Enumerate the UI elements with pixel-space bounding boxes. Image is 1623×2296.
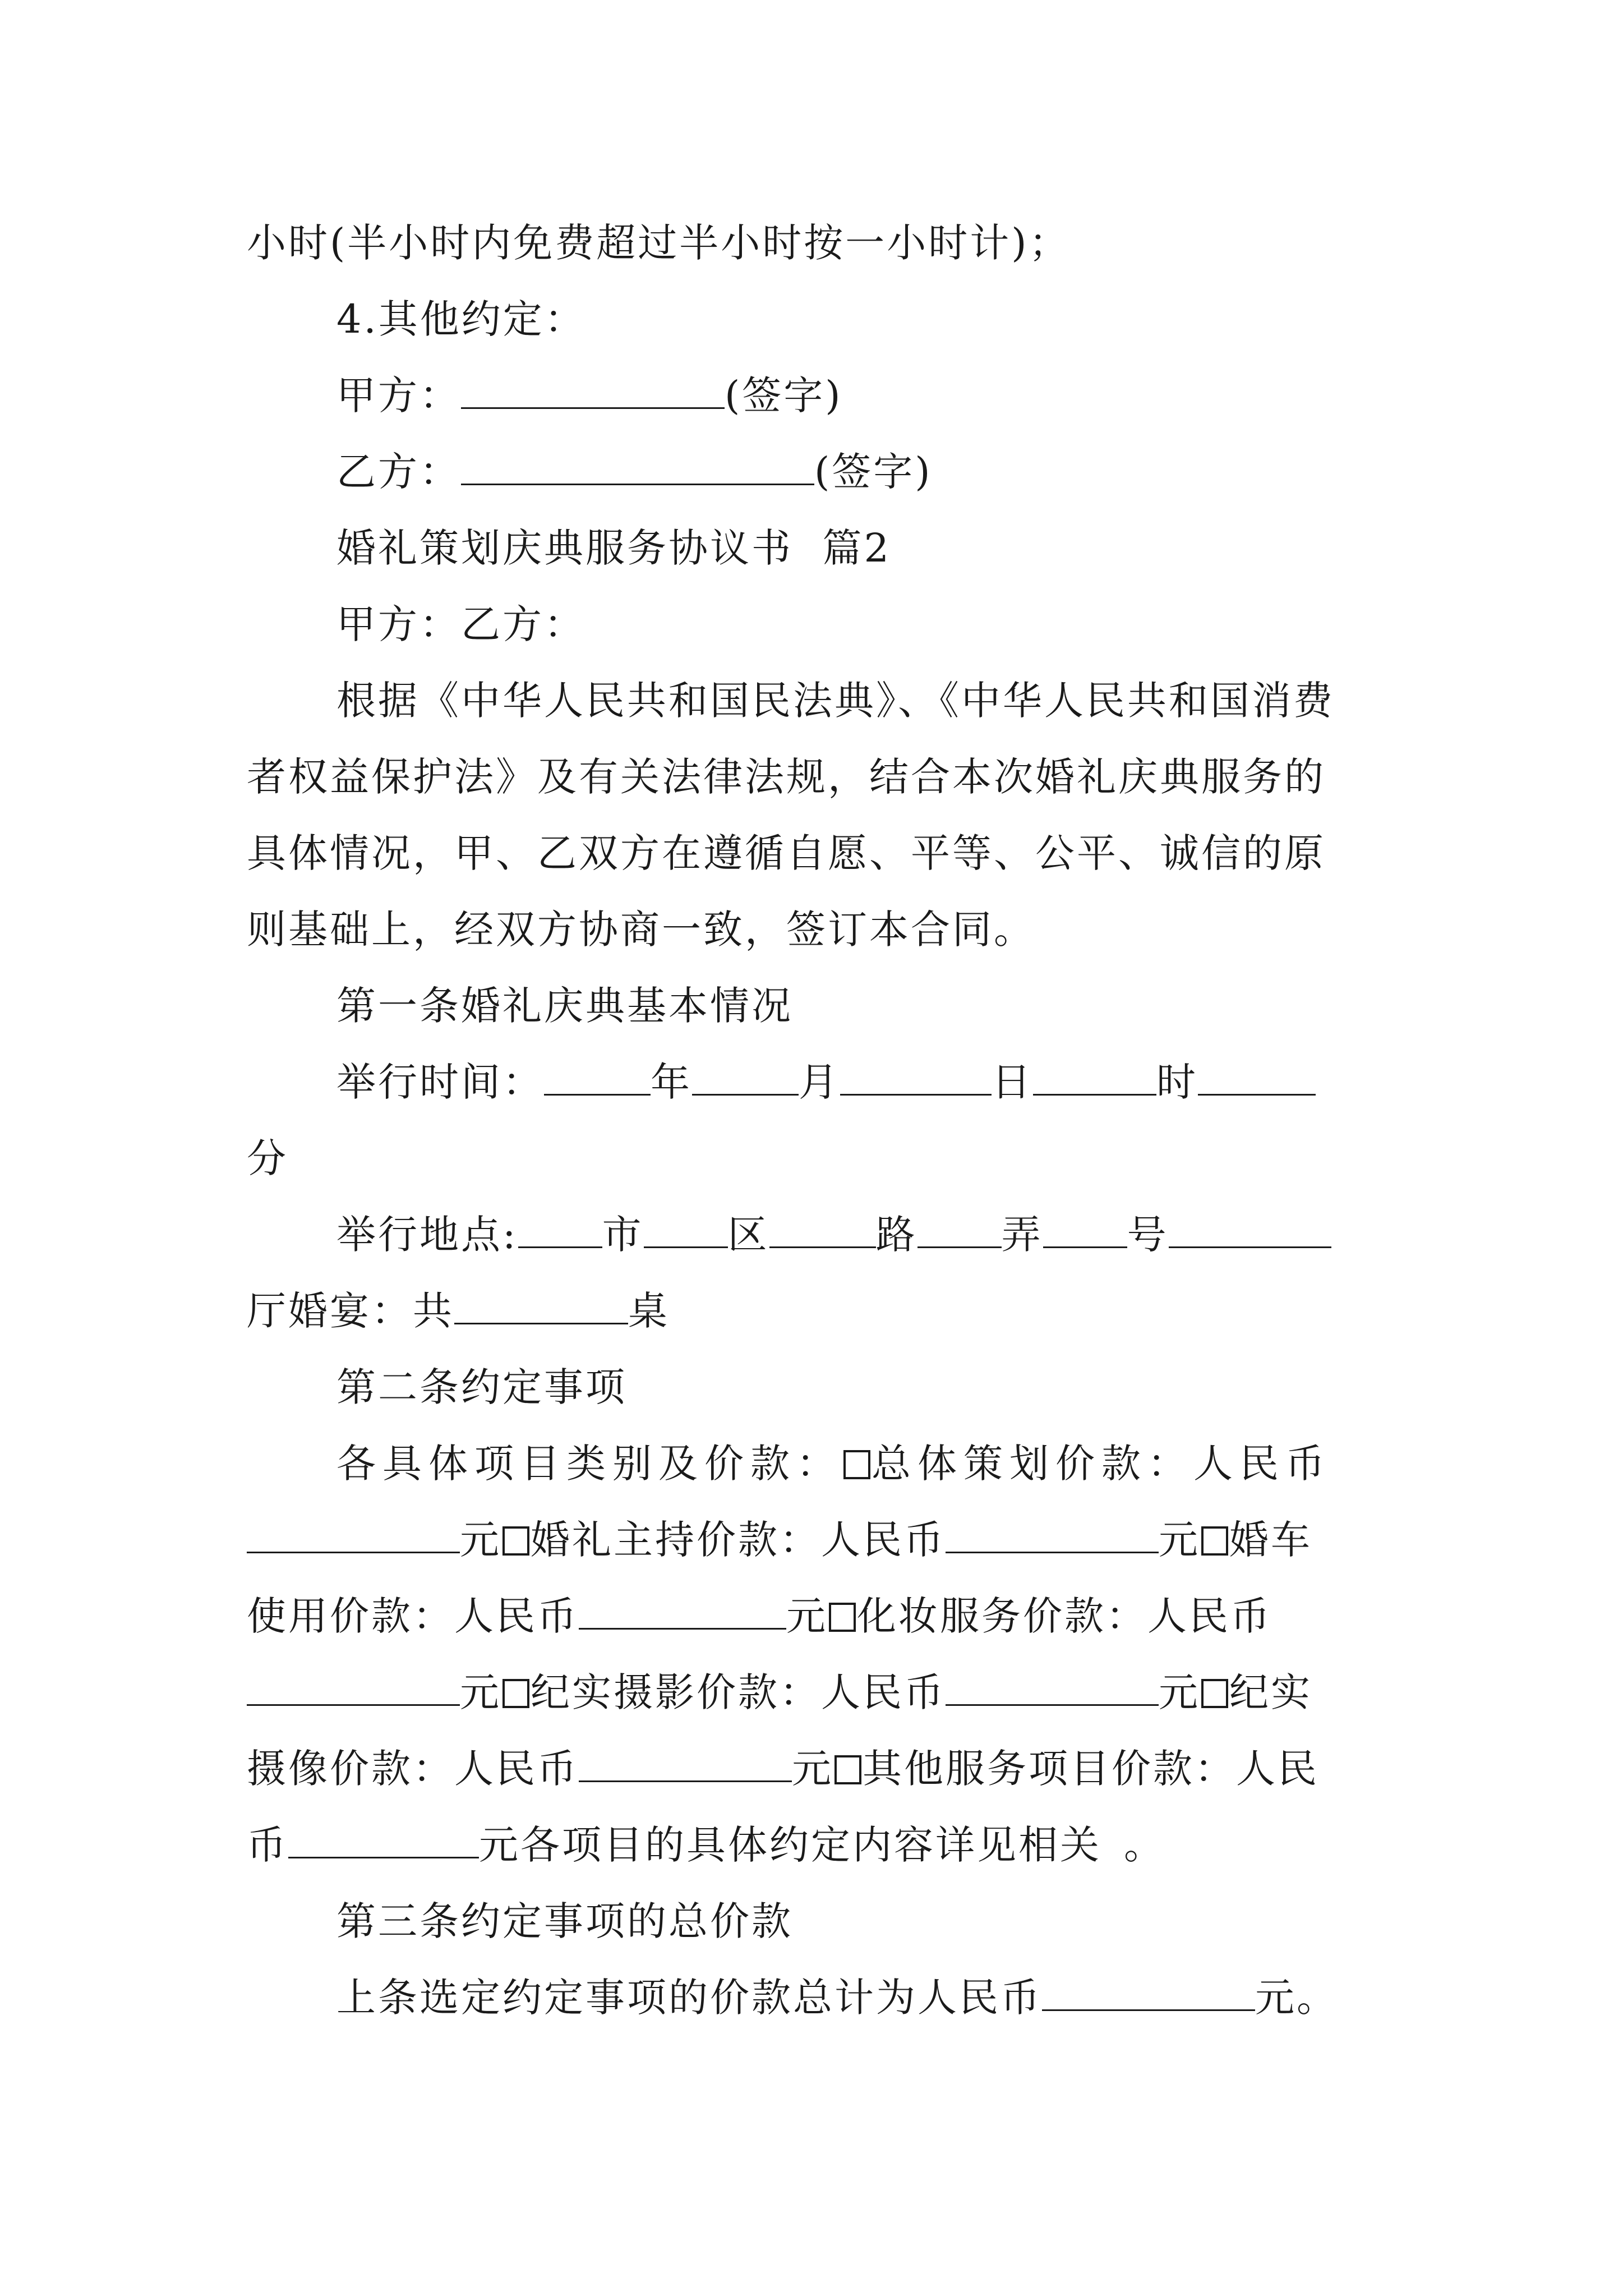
text-line xyxy=(336,294,586,344)
label: 举行时间： xyxy=(336,1059,544,1105)
price-line xyxy=(247,1667,1312,1718)
fill-blank[interactable] xyxy=(454,1289,628,1324)
label: 厅婚宴：共 xyxy=(247,1288,454,1334)
price-line xyxy=(247,1515,1312,1565)
label: 元。 xyxy=(1255,1975,1338,2021)
fill-blank[interactable] xyxy=(461,374,725,409)
text-line xyxy=(336,599,585,650)
fill-blank[interactable] xyxy=(692,1060,799,1096)
price-line xyxy=(336,1438,1331,1489)
label: 时 xyxy=(1156,1059,1198,1105)
label: 婚礼主持价款：人民币 xyxy=(531,1517,946,1563)
label: 元 xyxy=(1159,1669,1200,1715)
text: 第三条约定事项的总价款 xyxy=(336,1898,793,1944)
label: 元 xyxy=(1159,1517,1200,1563)
text: 4.其他约定： xyxy=(336,296,586,342)
total-price-line xyxy=(336,1972,1338,2023)
article-heading xyxy=(336,981,793,1031)
fill-blank[interactable] xyxy=(644,1213,728,1248)
price-line xyxy=(247,1591,1272,1641)
party-b-signature-line xyxy=(336,447,933,497)
label: 弄 xyxy=(1001,1212,1043,1258)
party-a-signature-line xyxy=(336,370,843,421)
fill-blank[interactable] xyxy=(840,1060,992,1096)
label: 币 xyxy=(247,1822,288,1868)
text: 婚礼策划庆典服务协议书 篇2 xyxy=(336,525,892,571)
label: 化妆服务价款：人民币 xyxy=(857,1593,1272,1639)
label: 纪实 xyxy=(1229,1669,1312,1715)
checkbox[interactable] xyxy=(502,1526,529,1556)
fill-blank[interactable] xyxy=(1033,1060,1156,1096)
label: 甲方： xyxy=(336,372,461,418)
fill-blank[interactable] xyxy=(1169,1213,1331,1248)
section-heading xyxy=(336,523,891,573)
checkbox[interactable] xyxy=(1201,1679,1228,1708)
fill-blank[interactable] xyxy=(946,1518,1159,1553)
text-line xyxy=(247,904,1035,955)
fill-blank[interactable] xyxy=(1042,1976,1255,2011)
label: 婚车 xyxy=(1229,1517,1312,1563)
checkbox[interactable] xyxy=(829,1603,856,1632)
label: 总体策划价款：人民币 xyxy=(872,1441,1331,1487)
fill-blank[interactable] xyxy=(518,1213,602,1248)
checkbox[interactable] xyxy=(843,1450,870,1479)
label: 各具体项目类别及价款： xyxy=(336,1441,842,1487)
label: 元 xyxy=(460,1669,501,1715)
fill-blank[interactable] xyxy=(247,1671,460,1706)
label: (签字) xyxy=(725,372,843,418)
label: 区 xyxy=(727,1212,769,1258)
label: 元 xyxy=(460,1517,501,1563)
label: 摄像价款：人民币 xyxy=(247,1746,579,1792)
label: 桌 xyxy=(628,1288,670,1334)
checkbox[interactable] xyxy=(1201,1526,1228,1556)
price-line xyxy=(247,1743,1319,1794)
text-line xyxy=(247,1133,288,1184)
ceremony-location-line xyxy=(336,1209,1331,1260)
text: 甲方：乙方： xyxy=(336,601,585,647)
fill-blank[interactable] xyxy=(288,1823,479,1858)
label: 市 xyxy=(602,1212,644,1258)
label: 举行地点: xyxy=(336,1212,518,1258)
text: 者权益保护法》及有关法律法规，结合本次婚礼庆典服务的 xyxy=(247,754,1326,800)
label: 上条选定约定事项的价款总计为人民币 xyxy=(336,1975,1042,2021)
text: 则基础上，经双方协商一致，签订本合同。 xyxy=(247,907,1035,953)
text: 分 xyxy=(247,1135,288,1181)
text: 根据《中华人民共和国民法典》、《中华人民共和国消费 xyxy=(336,678,1335,724)
label: 号 xyxy=(1127,1212,1169,1258)
fill-blank[interactable] xyxy=(247,1518,460,1553)
banquet-tables-line xyxy=(247,1286,670,1336)
label: 元 xyxy=(786,1593,828,1639)
fill-blank[interactable] xyxy=(917,1213,1002,1248)
label: (签字) xyxy=(814,449,933,495)
label: 纪实摄影价款：人民币 xyxy=(531,1669,946,1715)
text: 小时(半小时内免费超过半小时按一小时计)； xyxy=(247,220,1071,266)
fill-blank[interactable] xyxy=(1043,1213,1127,1248)
text: 第一条婚礼庆典基本情况 xyxy=(336,983,793,1029)
fill-blank[interactable] xyxy=(579,1594,786,1630)
label: 日 xyxy=(992,1059,1033,1105)
label: 。 xyxy=(1124,1822,1165,1868)
text-line xyxy=(247,828,1326,878)
text-line xyxy=(336,675,1335,726)
fill-blank[interactable] xyxy=(461,450,814,485)
label: 乙方： xyxy=(336,449,461,495)
checkbox[interactable] xyxy=(834,1755,861,1784)
fill-blank[interactable] xyxy=(579,1747,792,1782)
fill-blank[interactable] xyxy=(544,1060,651,1096)
article-heading xyxy=(336,1896,793,1947)
fill-blank[interactable] xyxy=(946,1671,1159,1706)
label: 月 xyxy=(799,1059,840,1105)
checkbox[interactable] xyxy=(502,1679,529,1708)
price-line xyxy=(247,1820,1165,1870)
label: 使用价款：人民币 xyxy=(247,1593,579,1639)
article-heading xyxy=(336,1362,627,1412)
ceremony-time-line xyxy=(336,1057,1316,1107)
label: 路 xyxy=(875,1212,917,1258)
label: 元各项目的具体约定内容详见相关 xyxy=(479,1822,1101,1868)
label: 年 xyxy=(651,1059,692,1105)
text: 第二条约定事项 xyxy=(336,1364,627,1410)
text-line xyxy=(247,218,1071,268)
label: 其他服务项目价款：人民 xyxy=(863,1746,1319,1792)
text-line xyxy=(247,752,1326,802)
fill-blank[interactable] xyxy=(1198,1060,1316,1096)
text: 具体情况，甲、乙双方在遵循自愿、平等、公平、诚信的原 xyxy=(247,830,1326,876)
fill-blank[interactable] xyxy=(769,1213,876,1248)
label: 元 xyxy=(792,1746,833,1792)
